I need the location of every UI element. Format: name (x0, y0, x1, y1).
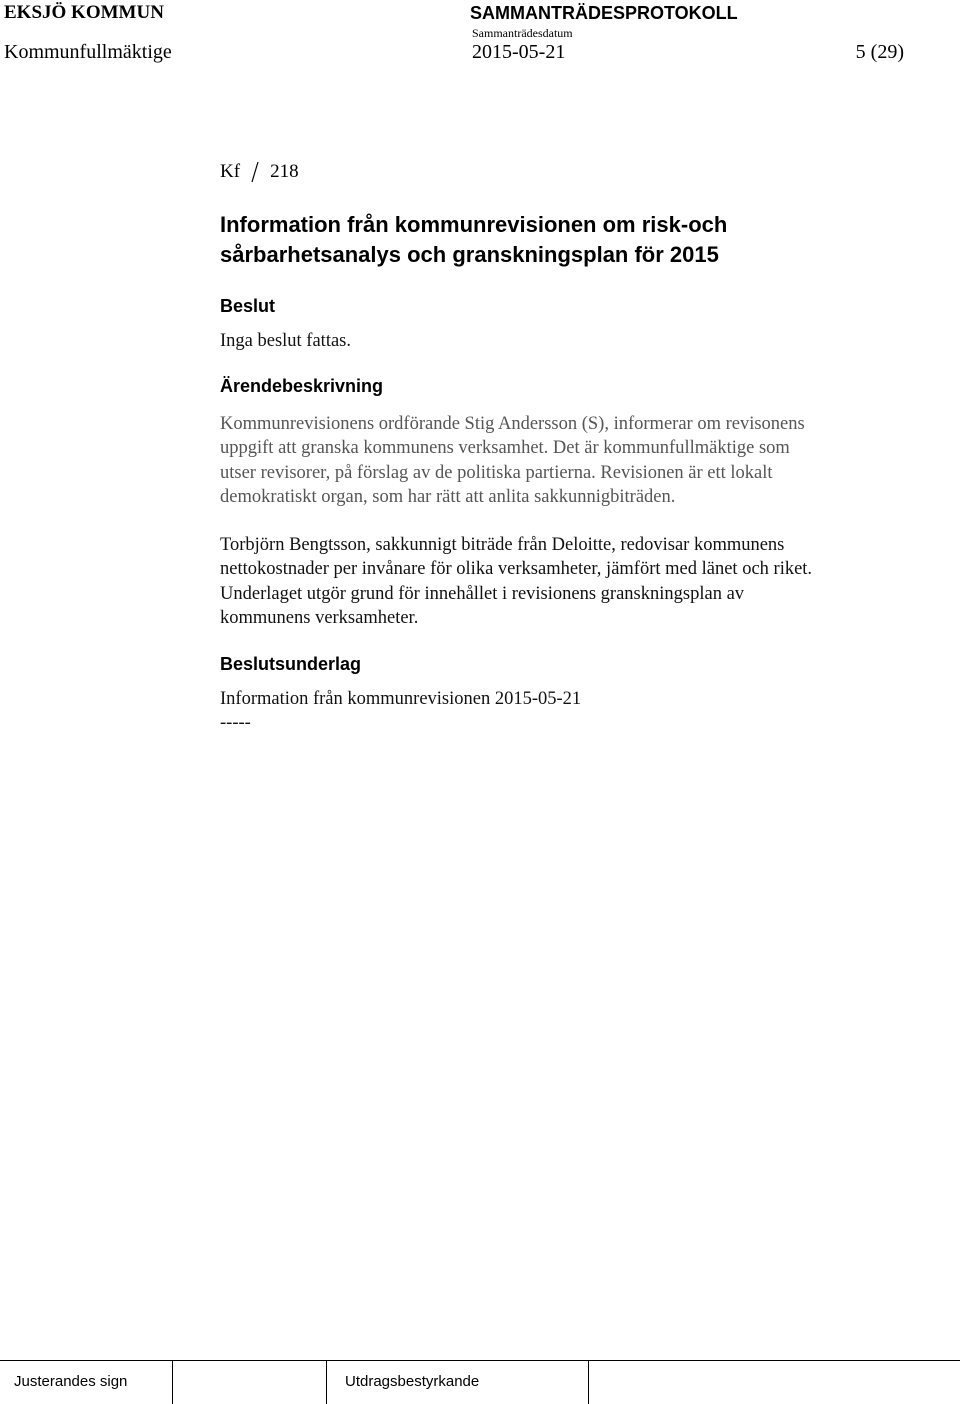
organization-name: EKSJÖ KOMMUN (4, 2, 164, 23)
footer-divider-3 (588, 1360, 589, 1404)
description-heading: Ärendebeskrivning (220, 376, 384, 396)
paragraph-reference (220, 161, 299, 183)
footer-divider-2 (326, 1360, 327, 1404)
meeting-date: 2015-05-21 (472, 41, 566, 63)
decision-body-name: Kommunfullmäktige (4, 41, 172, 63)
presentation-line-4: kommunens verksamheter. (220, 607, 419, 628)
meeting-date-label: Sammanträdesdatum (472, 26, 573, 40)
section-sign-icon (250, 161, 260, 183)
document-type: SAMMANTRÄDESPROTOKOLL (470, 3, 738, 23)
basis-heading: Beslutsunderlag (220, 654, 362, 674)
paragraph-prefix: Kf (220, 161, 241, 182)
page-number: 5 (29) (855, 41, 904, 63)
end-marker: ----- (220, 713, 251, 733)
description-line-4: demokratiskt organ, som har rätt att anlita sakkunnigbiträden. (220, 486, 676, 507)
presentation-line-3: Underlaget utgör grund för innehållet i revisionens granskningsplan av (220, 583, 745, 604)
item-title-line-2: sårbarhetsanalys och granskningsplan för 2015 (220, 242, 719, 267)
presentation-line-2: nettokostnader per invånare för olika verksamheter, jämfört med länet och riket. (220, 559, 813, 580)
signature-label: Justerandes sign (14, 1373, 128, 1390)
footer-divider-1 (172, 1360, 173, 1404)
decision-text: Inga beslut fattas. (220, 331, 351, 351)
basis-text: Information från kommunrevisionen 2015-05-21 (220, 689, 582, 709)
footer-rule (0, 1360, 960, 1361)
presentation-line-1: Torbjörn Bengtsson, sakkunnigt biträde från Deloitte, redovisar kommunens (220, 535, 785, 555)
certification-label: Utdragsbestyrkande (345, 1373, 480, 1390)
description-line-3: utser revisorer, på förslag av de politiska partierna. Revisionen är ett lokalt (220, 462, 773, 483)
description-line-2: uppgift att granska kommunens verksamhet. Det är kommunfullmäktige som (220, 438, 790, 459)
presentation-paragraph (220, 533, 812, 630)
item-title-line-1: Information från kommunrevisionen om risk-och (220, 212, 728, 237)
item-title (220, 210, 920, 270)
description-line-1: Kommunrevisionens ordförande Stig Andersson (S), informerar om revisonens (220, 414, 805, 434)
paragraph-number: 218 (270, 161, 299, 182)
decision-heading: Beslut (220, 296, 276, 316)
description-paragraph (220, 412, 805, 509)
